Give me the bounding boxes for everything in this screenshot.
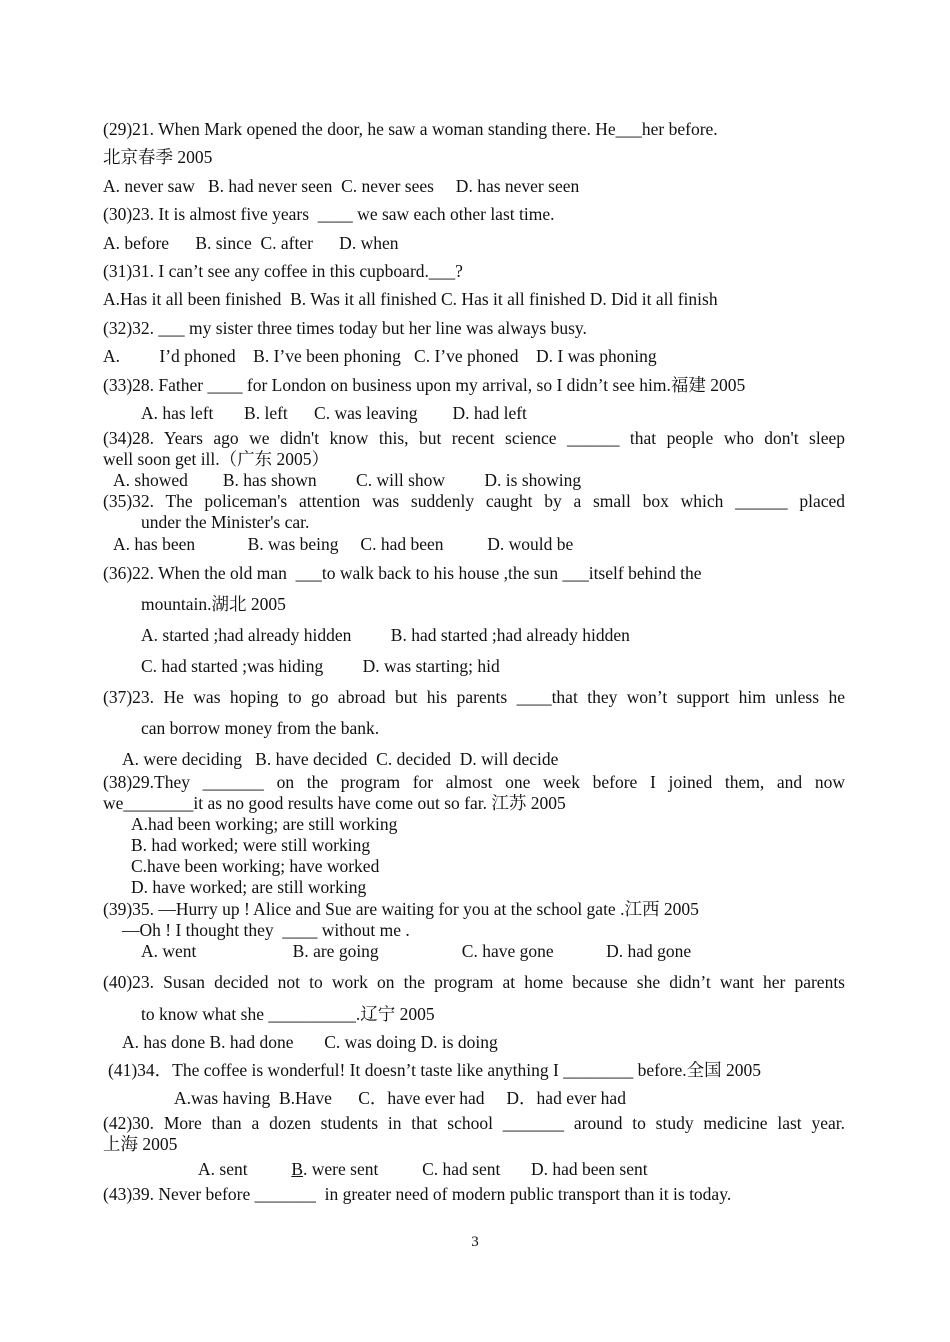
- question-39-stem: (39)35. —Hurry up ! Alice and Sue are waiting for you at the school gate .江西 2005: [103, 899, 699, 919]
- question-34-stem-cont: well soon get ill.（广东 2005）: [103, 449, 330, 469]
- question-39-options: A. went B. are going C. have gone D. had gone: [141, 941, 692, 961]
- question-36-stem: (36)22. When the old man ___to walk back to his house ,the sun ___itself behind the: [103, 563, 702, 583]
- question-30-stem: (30)23. It is almost five years ____ we saw each other last time.: [103, 204, 555, 224]
- question-32-stem: (32)32. ___ my sister three times today but her line was always busy.: [103, 318, 587, 338]
- question-42-source: 上海 2005: [103, 1134, 178, 1154]
- question-38-stem: (38)29.They _______ on the program for almost one week before I joined them, and now: [103, 772, 845, 792]
- question-36-options-cd: C. had started ;was hiding D. was starting; hid: [141, 656, 500, 676]
- question-29-source: 北京春季 2005: [103, 147, 213, 167]
- question-37-options: A. were deciding B. have decided C. decided D. will decide: [122, 749, 559, 769]
- question-42-stem: (42)30. More than a dozen students in that school _______ around to study medicine last year.: [103, 1113, 845, 1133]
- question-38-stem-cont: we________it as no good results have come out so far. 江苏 2005: [103, 793, 566, 813]
- question-36-options-ab: A. started ;had already hidden B. had started ;had already hidden: [141, 625, 630, 645]
- question-38-option-c: C.have been working; have worked: [131, 856, 380, 876]
- question-42-options-rest: . were sent C. had sent D. had been sent: [303, 1159, 648, 1179]
- question-38-option-d: D. have worked; are still working: [131, 877, 367, 897]
- page-number: 3: [471, 1234, 479, 1250]
- question-35-stem-cont: under the Minister's car.: [141, 512, 310, 532]
- question-40-stem-cont: to know what she __________.辽宁 2005: [141, 1004, 435, 1024]
- question-42-options: [198, 1159, 648, 1179]
- question-40-options: A. has done B. had done C. was doing D. is doing: [122, 1032, 498, 1052]
- question-31-stem: (31)31. I can’t see any coffee in this cupboard.___?: [103, 261, 463, 281]
- question-33-options: A. has left B. left C. was leaving D. had left: [141, 403, 527, 423]
- question-32-options: A. I’d phoned B. I’ve been phoning C. I’ve phoned D. I was phoning: [103, 346, 657, 366]
- question-43-stem: (43)39. Never before _______ in greater need of modern public transport than it is today.: [103, 1184, 732, 1204]
- question-42-option-a: A. sent: [198, 1159, 292, 1179]
- question-37-stem-cont: can borrow money from the bank.: [141, 718, 380, 738]
- question-41-stem: (41)34．The coffee is wonderful! It doesn’t taste like anything I ________ before.全国 2005: [108, 1060, 762, 1080]
- question-38-option-a: A.had been working; are still working: [131, 814, 398, 834]
- question-35-options: A. has been B. was being C. had been D. would be: [113, 534, 574, 554]
- question-31-options: A.Has it all been finished B. Was it all finished C. Has it all finished D. Did it all finish: [103, 289, 718, 309]
- question-36-stem-cont: mountain.湖北 2005: [141, 594, 286, 614]
- question-33-stem: (33)28. Father ____ for London on business upon my arrival, so I didn’t see him.福建 2005: [103, 375, 746, 395]
- question-42-answer-letter: B: [291, 1159, 304, 1179]
- question-40-stem: (40)23. Susan decided not to work on the program at home because she didn’t want her parents: [103, 972, 845, 992]
- question-34-options: A. showed B. has shown C. will show D. is showing: [113, 470, 582, 490]
- question-29-stem: (29)21. When Mark opened the door, he saw a woman standing there. He___her before.: [103, 119, 718, 139]
- question-34-stem: (34)28. Years ago we didn't know this, but recent science ______ that people who don't sleep: [103, 428, 845, 448]
- question-35-stem: (35)32. The policeman's attention was suddenly caught by a small box which ______ placed: [103, 491, 845, 511]
- question-41-options: A.was having B.Have C．have ever had D．had ever had: [174, 1088, 626, 1108]
- question-37-stem: (37)23. He was hoping to go abroad but his parents ____that they won’t support him unless he: [103, 687, 845, 707]
- question-39-stem-cont: —Oh ! I thought they ____ without me .: [122, 920, 410, 940]
- question-30-options: A. before B. since C. after D. when: [103, 233, 399, 253]
- question-29-options: A. never saw B. had never seen C. never sees D. has never seen: [103, 176, 580, 196]
- question-38-option-b: B. had worked; were still working: [131, 835, 371, 855]
